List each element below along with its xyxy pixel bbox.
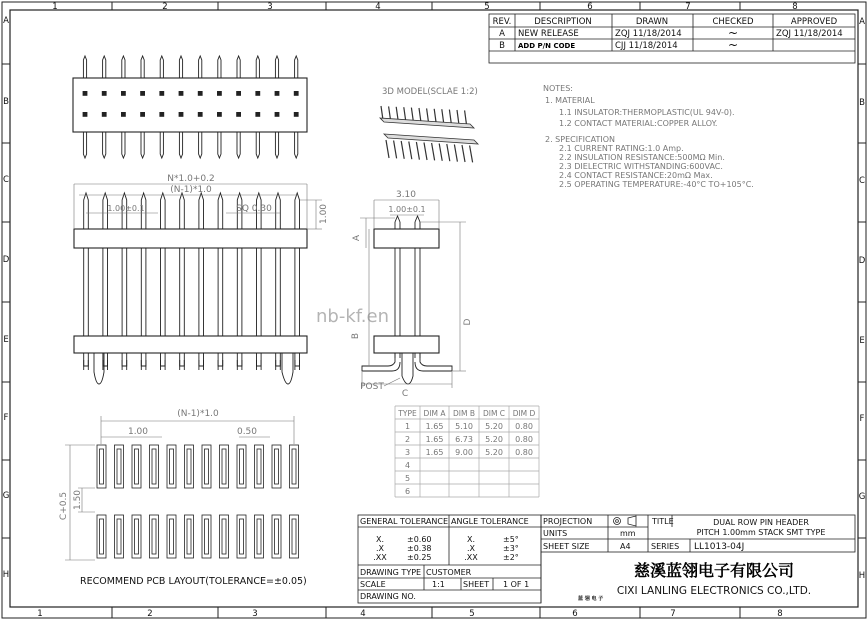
column-label-top: 3: [267, 2, 273, 12]
pin-hole: [121, 91, 126, 96]
rev-header: REV.: [492, 17, 512, 27]
top-pin: [141, 132, 144, 158]
front-pin-foot: [161, 360, 166, 366]
column-label-bottom: 5: [469, 609, 475, 619]
type-table-cell: 1.65: [425, 435, 444, 444]
type-table-cell: 2: [404, 435, 411, 444]
type-table-cell: 5: [404, 474, 411, 483]
ang-tol-value: ±3°: [503, 544, 519, 553]
top-pin: [256, 132, 259, 158]
pin-hole: [217, 112, 222, 117]
projection-label: PROJECTION: [543, 517, 593, 526]
pcb-pad-length: 1.50: [73, 489, 83, 511]
column-label-top: 8: [792, 2, 798, 12]
top-pin: [122, 132, 125, 158]
pcb-span: (N-1)*1.0: [177, 409, 219, 419]
type-table-cell: 5.20: [485, 448, 503, 457]
revision-table-text: [493, 17, 843, 52]
pcb-pad-inner: [170, 519, 174, 554]
pin-hole: [275, 112, 280, 117]
title-line-2: PITCH 1.00mm STACK SMT TYPE: [696, 528, 826, 537]
rev-b: B: [499, 41, 505, 51]
projection-symbol-icon: [614, 516, 637, 526]
row-label-left: B: [3, 97, 9, 107]
gen-tol-value: ±0.60: [407, 535, 432, 544]
lower-insulator: [74, 336, 307, 353]
title-block-text: [360, 517, 825, 602]
dim-a-label: A: [352, 234, 362, 242]
row-label-right: E: [859, 336, 865, 346]
pcb-pad-inner: [117, 449, 121, 484]
pcb-pad-inner: [222, 449, 226, 484]
type-table-header: TYPE: [398, 409, 417, 418]
top-pin: [160, 56, 163, 78]
row-label-left: A: [3, 16, 9, 26]
scale-value: 1:1: [432, 580, 445, 589]
type-table-header: DIM D: [512, 409, 536, 418]
top-pin: [295, 56, 298, 78]
top-pin: [103, 132, 106, 158]
pcb-pad-inner: [275, 519, 279, 554]
pcb-pad-inner: [152, 519, 156, 554]
top-pin: [83, 132, 86, 158]
pcb-pad-inner: [240, 449, 244, 484]
top-pin: [122, 56, 125, 78]
note-line: 2.2 INSULATION RESISTANCE:500MΩ Min.: [559, 153, 725, 162]
pcb-layout: [59, 409, 307, 587]
pin-hole: [159, 112, 164, 117]
rev-a-drawn: ZQJ 11/18/2014: [615, 29, 682, 39]
pin-hole: [179, 91, 184, 96]
ang-tol-value: ±2°: [503, 553, 519, 562]
rev-a: A: [499, 29, 505, 39]
pcb-pad-inner: [135, 449, 139, 484]
rev-a-approved: ZQJ 11/18/2014: [776, 29, 843, 39]
rev-b-desc: ADD P/N CODE: [518, 42, 576, 50]
type-table-cell: 1.65: [425, 448, 444, 457]
model-pin: [386, 140, 389, 158]
row-label-right: A: [859, 17, 865, 27]
pin-hole: [255, 112, 260, 117]
top-pin: [199, 56, 202, 78]
column-label-top: 6: [587, 2, 593, 12]
top-pin: [237, 56, 240, 78]
units-value: mm: [620, 529, 636, 538]
model-pin: [447, 144, 450, 161]
pcb-pad-inner: [257, 449, 261, 484]
rev-b-drawn: CJJ 11/18/2014: [615, 41, 678, 51]
column-label-bottom: 4: [360, 609, 366, 619]
model-pin: [432, 143, 435, 160]
dim-c-label: C: [401, 389, 409, 399]
gen-tol-key: X.: [375, 535, 385, 544]
pcb-caption: RECOMMEND PCB LAYOUT(TOLERANCE=±0.05): [80, 576, 307, 587]
company-small-cn: 蓝 翎 电 子: [578, 596, 604, 602]
type-table-cell: 5.10: [455, 422, 473, 431]
type-table-cell: 0.80: [515, 435, 533, 444]
dim-d-label: D: [463, 318, 473, 326]
side-upper-insulator: [374, 229, 439, 248]
notes-block: [543, 84, 754, 189]
top-pin: [179, 132, 182, 158]
rev-a-checked: ~: [727, 26, 739, 40]
row-label-left: H: [2, 570, 10, 580]
row-label-right: G: [858, 492, 866, 502]
dim-side-pitch: 1.00±0.1: [388, 205, 426, 214]
pcb-pad-inner: [205, 449, 209, 484]
gen-tol-key: .XX: [373, 553, 387, 562]
pin-hole: [198, 112, 203, 117]
ang-tol-key: .X: [466, 544, 476, 553]
dim-pitch: 1.00±0.1: [107, 204, 145, 213]
series-value: LL1013-04J: [694, 542, 745, 552]
column-label-bottom: 1: [37, 609, 43, 619]
model-pin: [409, 142, 412, 160]
dim-b-label: B: [351, 332, 361, 340]
dim-total: N*1.0+0.2: [167, 174, 215, 184]
column-label-top: 4: [375, 2, 381, 12]
type-table-cell: 1: [404, 422, 411, 431]
pin-hole: [275, 91, 280, 96]
ang-tol-value: ±5°: [503, 535, 519, 544]
description-header: DESCRIPTION: [534, 17, 592, 27]
sheet-size-value: A4: [620, 542, 631, 551]
pin-hole: [217, 91, 222, 96]
note-line: 2.3 DIELECTRIC WITHSTANDING:600VAC.: [559, 162, 723, 171]
ang-tol-key: .XX: [464, 553, 478, 562]
pcb-pad-inner: [275, 449, 279, 484]
column-label-top: 7: [685, 2, 691, 12]
company-name-en: CIXI LANLING ELECTRONICS CO.,LTD.: [616, 585, 812, 597]
gen-tol-value: ±0.25: [407, 553, 432, 562]
pcb-pad-inner: [222, 519, 226, 554]
type-table-cell: 6: [404, 487, 411, 496]
pin-hole: [83, 91, 88, 96]
drawing-type-label: DRAWING TYPE: [360, 568, 422, 577]
ang-tol-key: X.: [466, 535, 476, 544]
type-table-cell: 1.65: [425, 422, 444, 431]
rev-a-desc: NEW RELEASE: [518, 29, 579, 39]
model-3d-label: 3D MODEL(SCLAE 1:2): [382, 87, 478, 97]
type-table-cell: 6.73: [455, 435, 473, 444]
column-label-bottom: 3: [252, 609, 258, 619]
sheet-value: 1 OF 1: [503, 580, 530, 589]
model-pin: [394, 141, 397, 159]
pcb-pitch: 1.00: [127, 427, 149, 437]
note-line: 2.4 CONTACT RESISTANCE:20mΩ Max.: [559, 171, 713, 180]
note-line: 2.1 CURRENT RATING:1.0 Amp.: [559, 144, 684, 153]
note-line: 2. SPECIFICATION: [545, 135, 616, 144]
column-label-bottom: 6: [572, 609, 578, 619]
pcb-pad-inner: [257, 519, 261, 554]
gen-tol-key: .X: [375, 544, 385, 553]
row-label-right: B: [859, 98, 865, 108]
model-pin: [439, 144, 442, 161]
top-pin: [199, 132, 202, 158]
series-label: SERIES: [651, 542, 680, 551]
pcb-pad-inner: [205, 519, 209, 554]
front-pin-foot: [276, 360, 281, 366]
title-label: TITLE: [652, 517, 674, 526]
pcb-pad-inner: [292, 519, 296, 554]
front-pin-foot: [237, 360, 242, 366]
notes-title: NOTES:: [543, 84, 573, 93]
front-pin-foot: [122, 360, 127, 366]
pcb-pad-inner: [152, 449, 156, 484]
customer-label: CUSTOMER: [426, 568, 472, 577]
side-lower-insulator: [374, 336, 439, 353]
units-label: UNITS: [543, 529, 568, 538]
side-view: [362, 216, 452, 384]
model-pin: [424, 143, 427, 161]
top-view: [73, 56, 307, 158]
general-tolerance-label: GENERAL TOLERANCE: [360, 517, 449, 526]
type-table-cell: 9.00: [455, 448, 473, 457]
type-table-cell: 0.80: [515, 448, 533, 457]
note-line: 1.2 CONTACT MATERIAL:COPPER ALLOY.: [559, 119, 718, 128]
row-label-left: C: [3, 175, 9, 185]
top-pin: [83, 56, 86, 78]
pin-hole: [140, 91, 145, 96]
pin-hole: [294, 91, 299, 96]
row-label-left: F: [3, 413, 9, 423]
column-label-bottom: 8: [777, 609, 783, 619]
post-right: [282, 353, 293, 384]
sheet-label: SHEET: [463, 580, 490, 589]
pin-hole: [294, 112, 299, 117]
model-pin: [454, 145, 457, 162]
model-3d-pins: [381, 106, 473, 162]
pin-hole: [140, 112, 145, 117]
top-pin: [141, 56, 144, 78]
rev-b-checked: ~: [727, 38, 739, 52]
column-label-top: 1: [52, 2, 58, 12]
type-table: [395, 406, 539, 497]
watermark: nb-kf.en: [316, 306, 389, 327]
pin-hole: [179, 112, 184, 117]
dim-height: 1.00: [319, 203, 329, 225]
type-table-header: DIM A: [423, 409, 446, 418]
column-label-bottom: 7: [670, 609, 676, 619]
sheet-size-label: SHEET SIZE: [543, 542, 590, 551]
type-table-cell: 4: [404, 461, 411, 470]
model-pin: [465, 110, 467, 125]
pcb-pad-inner: [135, 519, 139, 554]
type-table-header: DIM B: [453, 409, 475, 418]
front-view: [74, 193, 307, 384]
dim-sq: SQ 0.30: [236, 204, 272, 214]
type-table-cell: 0.80: [515, 422, 533, 431]
model-pin: [470, 146, 473, 163]
pcb-pads: [97, 445, 299, 558]
front-pin-foot: [218, 360, 223, 366]
row-label-left: G: [2, 491, 10, 501]
top-pin: [237, 132, 240, 158]
upper-insulator: [74, 229, 307, 248]
front-pin-foot: [257, 360, 262, 366]
pcb-pad-inner: [292, 449, 296, 484]
top-view-body: [73, 78, 307, 132]
approved-header: APPROVED: [790, 17, 838, 27]
drawn-header: DRAWN: [635, 17, 669, 27]
top-pin: [275, 132, 278, 158]
front-pin-foot: [295, 360, 300, 366]
checked-header: CHECKED: [712, 17, 754, 27]
row-label-right: D: [858, 256, 866, 266]
angle-tolerance-label: ANGLE TOLERANCE: [451, 517, 529, 526]
top-pin: [256, 56, 259, 78]
type-table-header: DIM C: [482, 409, 506, 418]
model-3d: [380, 87, 478, 162]
top-pin: [103, 56, 106, 78]
note-line: 1. MATERIAL: [545, 96, 595, 105]
pin-hole: [236, 91, 241, 96]
front-pin-foot: [141, 360, 146, 366]
model-pin: [462, 145, 465, 162]
note-line: 1.1 INSULATOR:THERMOPLASTIC(UL 94V-0).: [559, 108, 735, 117]
pcb-pad-inner: [170, 449, 174, 484]
drawing-no-label: DRAWING NO.: [360, 592, 416, 601]
model-pin: [401, 141, 404, 159]
scale-label: SCALE: [360, 580, 386, 589]
row-label-left: D: [2, 255, 10, 265]
pcb-pad-inner: [240, 519, 244, 554]
dim-span: (N-1)*1.0: [170, 185, 212, 195]
pcb-row-dim: C+0.5: [59, 491, 69, 521]
pin-hole: [255, 91, 260, 96]
type-table-cell: 5.20: [485, 422, 503, 431]
pin-hole: [102, 112, 107, 117]
front-pin-foot: [180, 360, 185, 366]
pcb-pad-inner: [100, 519, 104, 554]
model-pin: [416, 142, 419, 160]
top-pin: [179, 56, 182, 78]
note-line: 2.5 OPERATING TEMPERATURE:-40°C TO+105°C.: [559, 180, 754, 189]
pin-hole: [198, 91, 203, 96]
pin-hole: [236, 112, 241, 117]
top-pin: [160, 132, 163, 158]
pcb-pad-inner: [187, 449, 191, 484]
pin-hole: [83, 112, 88, 117]
company-name-cn: 慈溪蓝翎电子有限公司: [633, 561, 795, 580]
type-table-cell: 3: [404, 448, 411, 457]
model-pin: [457, 110, 459, 125]
front-pin-foot: [84, 360, 89, 366]
front-pin-foot: [199, 360, 204, 366]
top-pin: [275, 56, 278, 78]
type-table-cell: 5.20: [485, 435, 503, 444]
pin-hole: [102, 91, 107, 96]
gen-tol-value: ±0.38: [407, 544, 432, 553]
pcb-pad-inner: [117, 519, 121, 554]
top-pin: [295, 132, 298, 158]
column-label-top: 2: [162, 2, 168, 12]
top-pin: [218, 56, 221, 78]
row-label-right: F: [859, 414, 865, 424]
row-label-right: H: [858, 571, 866, 581]
post-label: POST: [360, 382, 384, 392]
pin-hole: [121, 112, 126, 117]
top-pin: [218, 132, 221, 158]
pcb-pad-inner: [187, 519, 191, 554]
row-label-right: C: [859, 176, 865, 186]
pcb-pad-inner: [100, 449, 104, 484]
pcb-pad-width: 0.50: [236, 427, 258, 437]
dim-side-width: 3.10: [395, 190, 417, 200]
column-label-bottom: 2: [147, 609, 153, 619]
row-label-left: E: [3, 335, 9, 345]
column-label-top: 5: [484, 2, 490, 12]
pin-hole: [159, 91, 164, 96]
title-line-1: DUAL ROW PIN HEADER: [713, 518, 809, 527]
